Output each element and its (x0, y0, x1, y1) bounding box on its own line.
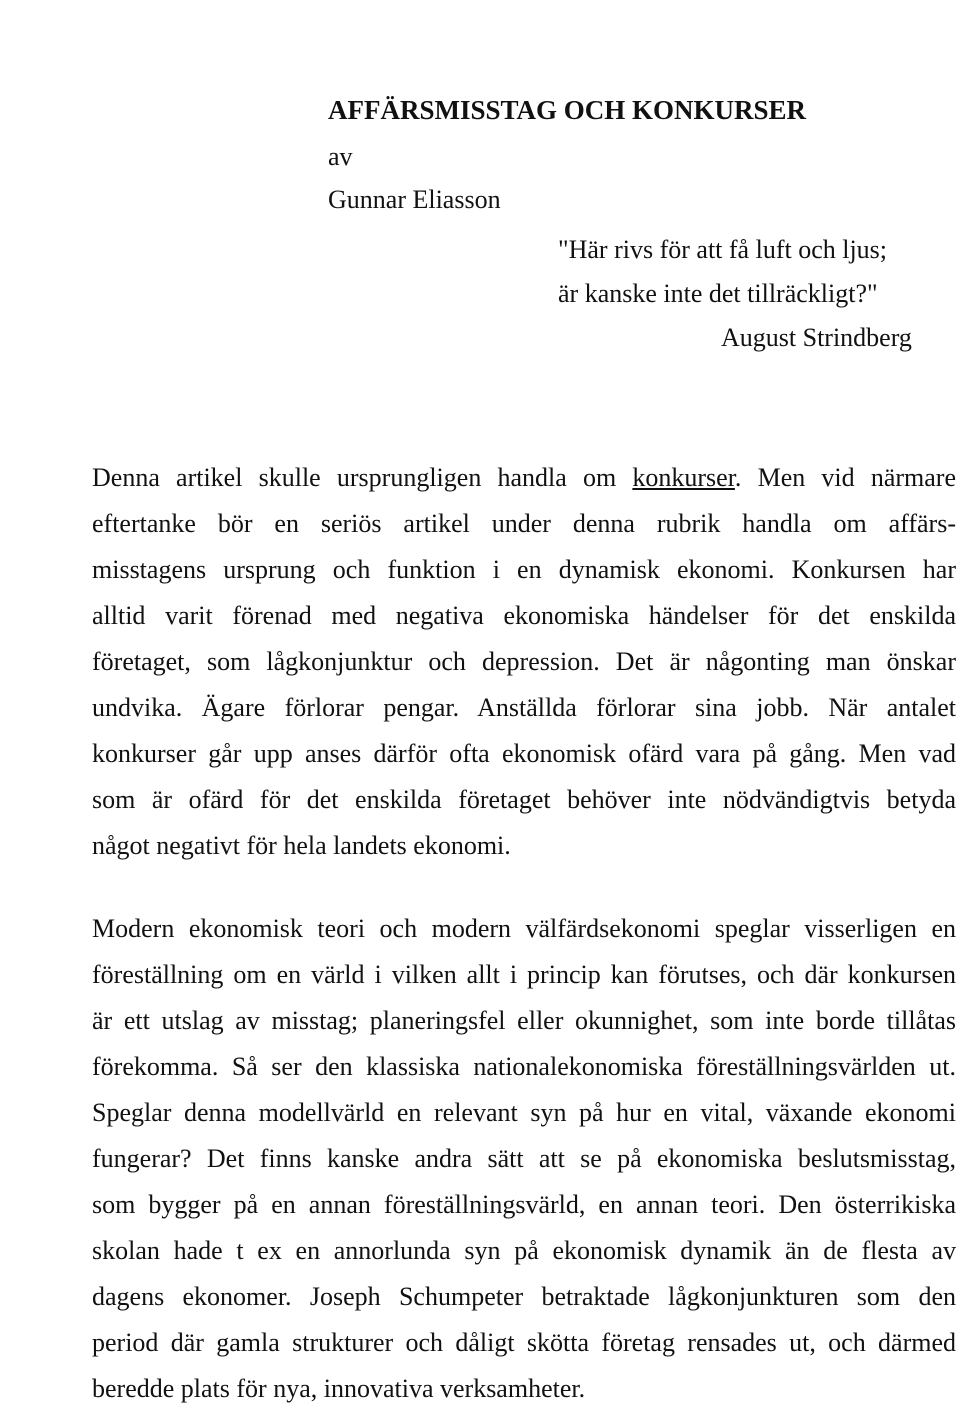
underlined-word: konkurser (632, 463, 735, 492)
text-run: . Men vid närmare (734, 463, 956, 492)
paragraph-line: Modern ekonomisk teori och modern välfärdsekonomi speglar visserligen en (92, 914, 956, 943)
paragraph-line: som är ofärd för det enskilda företaget behöver inte nödvändigtvis betyda (92, 785, 956, 814)
paragraph-line: föreställning om en värld i vilken allt i princip kan förutses, och där konkursen (92, 960, 956, 989)
paragraph-line: företaget, som lågkonjunktur och depression. Det är någonting man önskar (92, 647, 956, 676)
paragraph-line: som bygger på en annan föreställningsvärld, en annan teori. Den österrikiska (92, 1190, 956, 1219)
paragraph-line: beredde plats för nya, innovativa verksamheter. (92, 1374, 586, 1403)
paragraph-line: undvika. Ägare förlorar pengar. Anställda förlorar sina jobb. När antalet (92, 693, 956, 722)
epigraph (558, 228, 912, 360)
paragraph-line: är ett utslag av misstag; planeringsfel eller okunnighet, som inte borde tillåtas (92, 1006, 956, 1035)
paragraph-line: förekomma. Så ser den klassiska nationalekonomiska föreställningsvärlden ut. (92, 1052, 956, 1081)
paragraph-1 (92, 455, 956, 869)
paragraph-line: alltid varit förenad med negativa ekonomiska händelser för det enskilda (92, 601, 956, 630)
text-run: Denna artikel skulle ursprungligen handla om (92, 463, 633, 492)
paragraph-line (92, 455, 956, 501)
epigraph-line: "Här rivs för att få luft och ljus; (558, 235, 888, 264)
author-name: Gunnar Eliasson (328, 185, 501, 214)
paragraph-line: fungerar? Det finns kanske andra sätt att se på ekonomiska beslutsmisstag, (92, 1144, 956, 1173)
paragraph-line: misstagens ursprung och funktion i en dynamisk ekonomi. Konkursen har (92, 555, 956, 584)
paragraph-line: något negativt för hela landets ekonomi. (92, 831, 511, 860)
paragraph-line: dagens ekonomer. Joseph Schumpeter betraktade lågkonjunkturen som den (92, 1282, 956, 1311)
paragraph-2 (92, 906, 956, 1412)
paragraph-line: Speglar denna modellvärld en relevant syn på hur en vital, växande ekonomi (92, 1098, 956, 1127)
paragraph-line: period där gamla strukturer och dåligt skötta företag rensades ut, och därmed (92, 1328, 956, 1357)
paragraph-line: skolan hade t ex en annorlunda syn på ekonomisk dynamik än de flesta av (92, 1236, 956, 1265)
document-title: AFFÄRSMISSTAG OCH KONKURSER (328, 95, 807, 125)
paragraph-line: konkurser går upp anses därför ofta ekonomisk ofärd vara på gång. Men vad (92, 739, 956, 768)
byline-prefix: av (328, 142, 353, 171)
paragraph-line: eftertanke bör en seriös artikel under denna rubrik handla om affärs- (92, 509, 956, 538)
epigraph-line: är kanske inte det tillräckligt?" (558, 279, 878, 308)
epigraph-attribution: August Strindberg (721, 323, 912, 352)
